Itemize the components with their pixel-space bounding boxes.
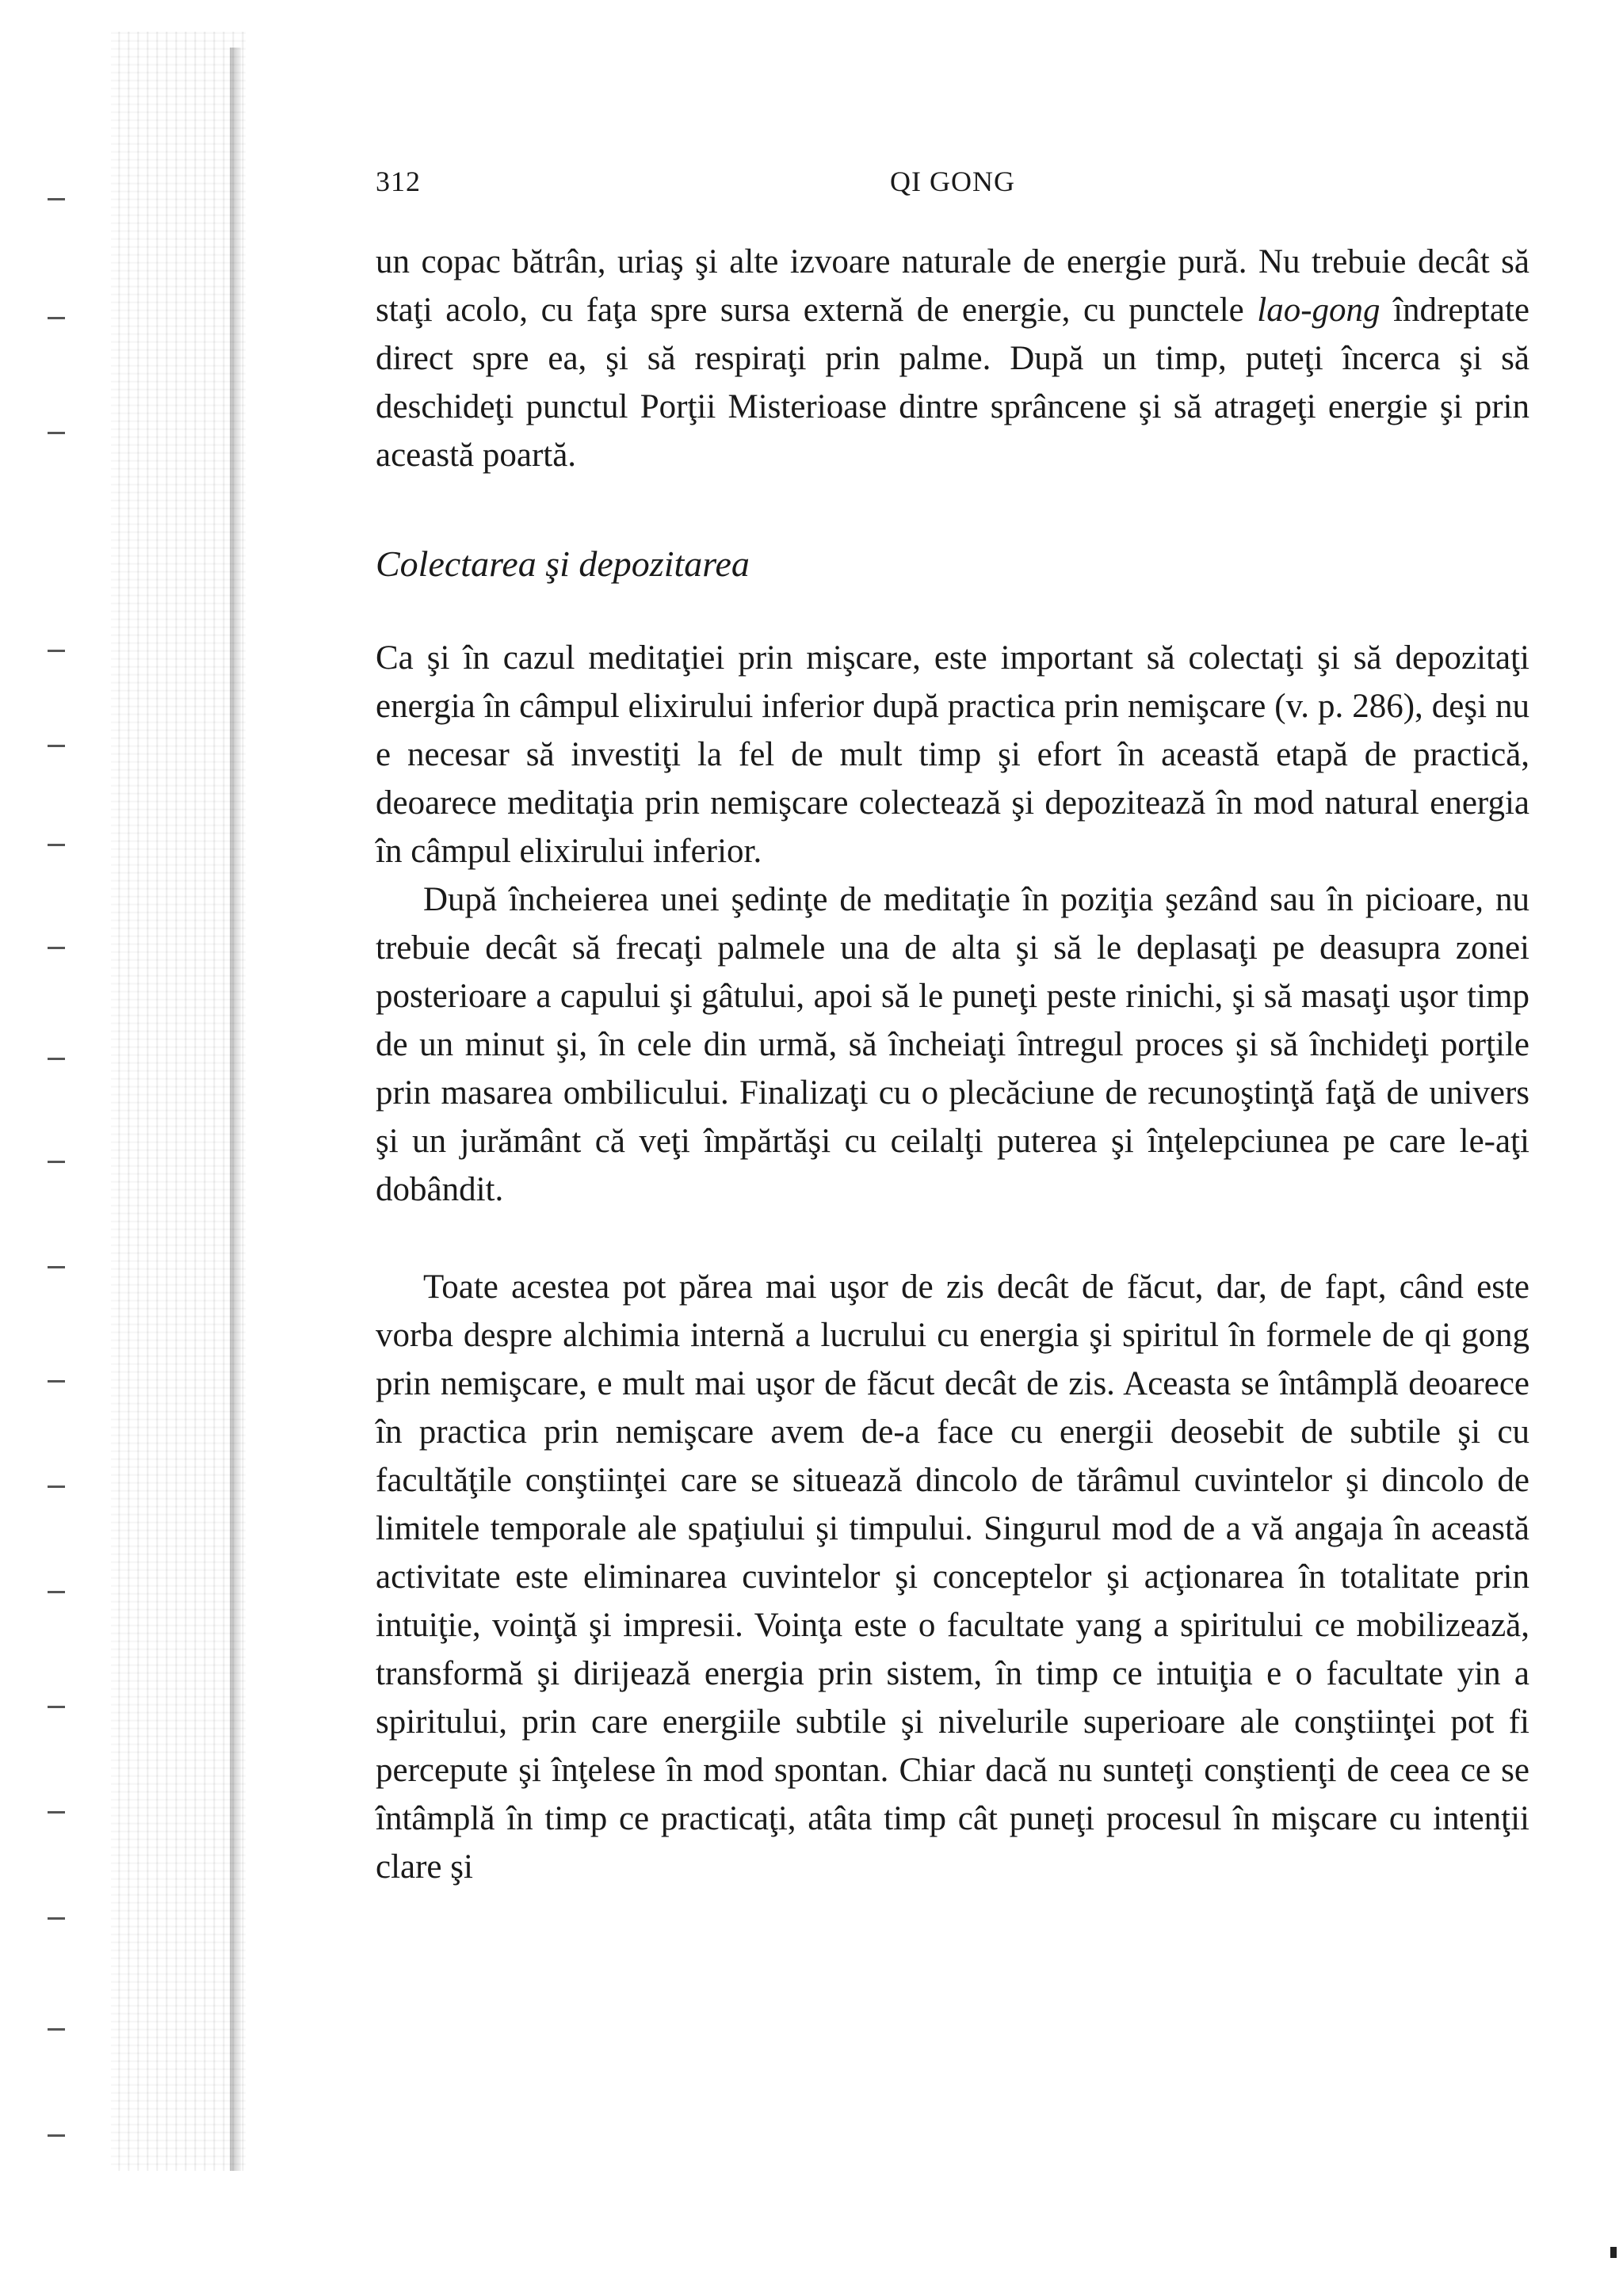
section-heading: Colectarea şi depozitarea: [376, 543, 750, 584]
margin-marks: [48, 0, 95, 2296]
page-header: [376, 158, 1529, 206]
page-body: [376, 238, 1529, 1891]
running-head: QI GONG: [890, 166, 1015, 197]
paragraph-text: îndreptate direct spre ea, şi să respiraţi prin palme. După un timp, puteţi încerca şi să deschideţi punctul Porţii Misterioase dintre sprâncene şi să atrageţi energie şi prin această poartă.: [376, 292, 1529, 474]
page-number: 312: [376, 166, 421, 197]
margin-mark: [48, 1486, 65, 1488]
paragraph: Ca şi în cazul meditaţiei prin mişcare, este important să colectaţi şi să depozitaţi energia în câmpul elixirului inferior după practica prin nemişcare (v. p. 286), deşi nu e necesar să investiţi la fel de mult timp şi efort în această etapă de practică, deoarece meditaţia prin nemişcare colectează şi depozitează în mod natural energia în câmpul elixirului inferior.: [376, 639, 1529, 870]
paragraph-text: un copac bătrân, uriaş şi alte izvoare naturale de energie pură. Nu trebuie decât să staţi acolo, cu faţa spre sursa externă de energie, cu punctele: [376, 243, 1529, 329]
margin-mark: [48, 2028, 65, 2031]
margin-mark: [48, 1811, 65, 1814]
margin-mark: [48, 2134, 65, 2137]
paragraph: Toate acestea pot părea mai uşor de zis decât de făcut, dar, de fapt, când este vorba despre alchimia internă a lucrului cu energia şi spiritul în formele de qi gong prin nemişcare, e mult mai uşor de făcut decât de zis. Aceasta se întâmplă deoarece în practica prin nemişcare avem de-a face cu energii deosebit de subtile şi cu facultăţile conştiinţei care se situează dincolo de tărâmul cuvintelor şi dincolo de limitele temporale ale spaţiului şi timpului. Singurul mod de a vă angaja în această activitate este eliminarea cuvintelor şi conceptelor şi acţionarea în totalitate prin intuiţie, voinţă şi impresii. Voinţa este o facultate yang a spiritului ce mobilizează, transformă şi dirijează energia prin sistem, în timp ce intuiţia e o facultate yin a spiritului, prin care energiile subtile şi nivelurile superioare ale conştiinţei pot fi percepute şi înţelese în mod spontan. Chiar dacă nu sunteţi conştienţi de ceea ce se întâmplă în timp ce practicaţi, atâta timp cât puneţi procesul în mişcare cu intenţii clare şi: [376, 1268, 1529, 1886]
italic-term: lao-gong: [1257, 292, 1381, 329]
margin-mark: [48, 844, 65, 846]
margin-mark: [48, 1058, 65, 1060]
margin-mark: [48, 1266, 65, 1268]
scan-binding-shadow: [111, 32, 246, 2171]
paragraph: După încheierea unei şedinţe de meditaţie în poziţia şezând sau în picioare, nu trebuie decât să frecaţi palmele una de alta şi să le deplasaţi pe deasupra zonei posterioare a capului şi gâtului, apoi să le puneţi peste rinichi, şi să masaţi uşor timp de un minut şi, în cele din urmă, să încheiaţi întregul proces şi să închideţi porţile prin masarea ombilicului. Finalizaţi cu o plecăciune de recunoştinţă faţă de univers şi un jurământ că veţi împărtăşi cu ceilalţi puterea şi înţelepciunea pe care le-aţi dobândit.: [376, 881, 1529, 1208]
margin-mark: [48, 1380, 65, 1383]
margin-mark: [48, 1161, 65, 1163]
margin-mark: [48, 1917, 65, 1920]
margin-mark: [48, 198, 65, 200]
margin-mark: [48, 650, 65, 652]
margin-mark: [48, 745, 65, 747]
margin-mark: [48, 947, 65, 949]
margin-mark: [48, 1706, 65, 1708]
scan-speck: [1610, 2247, 1617, 2258]
scan-binding-edge: [230, 48, 241, 2171]
paragraph-continued: [376, 238, 1529, 479]
margin-mark: [48, 1591, 65, 1593]
margin-mark: [48, 317, 65, 319]
margin-mark: [48, 432, 65, 434]
